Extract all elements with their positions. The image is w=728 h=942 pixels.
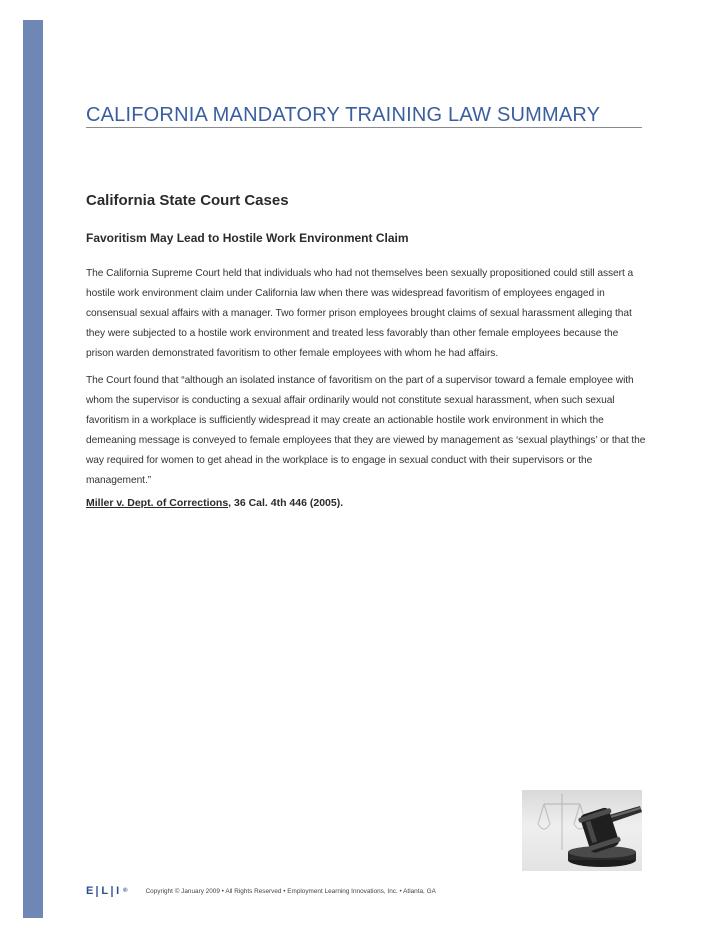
case-heading: Favoritism May Lead to Hostile Work Environment Claim: [86, 231, 409, 245]
page-title: CALIFORNIA MANDATORY TRAINING LAW SUMMARY: [86, 104, 601, 126]
gavel-photo: [522, 790, 642, 871]
eli-logo: [86, 885, 128, 897]
accent-side-bar: [23, 20, 43, 918]
case-name: Miller v. Dept. of Corrections,: [86, 497, 232, 509]
case-summary-paragraph: The California Supreme Court held that individuals who had not themselves been sexually propositioned could still assert a hostile work environment claim under California law when there was widespread favoritism of employees engaged in consensual sexual affairs with a manager. Two former prison employees brought claims of sexual harassment alleging that they were subjected to a hostile work environment and treated less favorably than other female employees because the prison warden demonstrated favoritism to other female employees with whom he had affairs.: [86, 268, 634, 359]
gavel-icon: [522, 790, 642, 871]
logo-letter-e: E: [86, 885, 94, 897]
court-quote-paragraph: The Court found that “although an isolated instance of favoritism on the part of a supervisor toward a female employee with whom the supervisor is conducting a sexual affair ordinarily would not constitute sexual harassment, when such sexual favoritism in a workplace is sufficiently widespread it may create an actionable hostile work environment in which the demeaning message is conveyed to female employees that they are viewed by management as ‘sexual playthings’ or that the way required for women to get ahead in the workplace is to engage in sexual conduct with their supervisors or the management.”: [86, 375, 646, 486]
logo-letter-l: L: [101, 885, 109, 897]
copyright-notice: Copyright © January 2009 • All Rights Reserved • Employment Learning Innovations, Inc. • Atlanta, GA: [145, 887, 436, 895]
registered-mark: ®: [123, 888, 128, 894]
case-reference: 36 Cal. 4th 446 (2005).: [231, 497, 344, 509]
logo-letter-i: I: [116, 885, 120, 897]
logo-separator: [96, 886, 98, 897]
section-heading: California State Court Cases: [86, 192, 289, 209]
page-footer: [86, 884, 436, 898]
case-citation: [86, 497, 343, 509]
logo-separator: [111, 886, 113, 897]
title-divider: [86, 127, 642, 128]
